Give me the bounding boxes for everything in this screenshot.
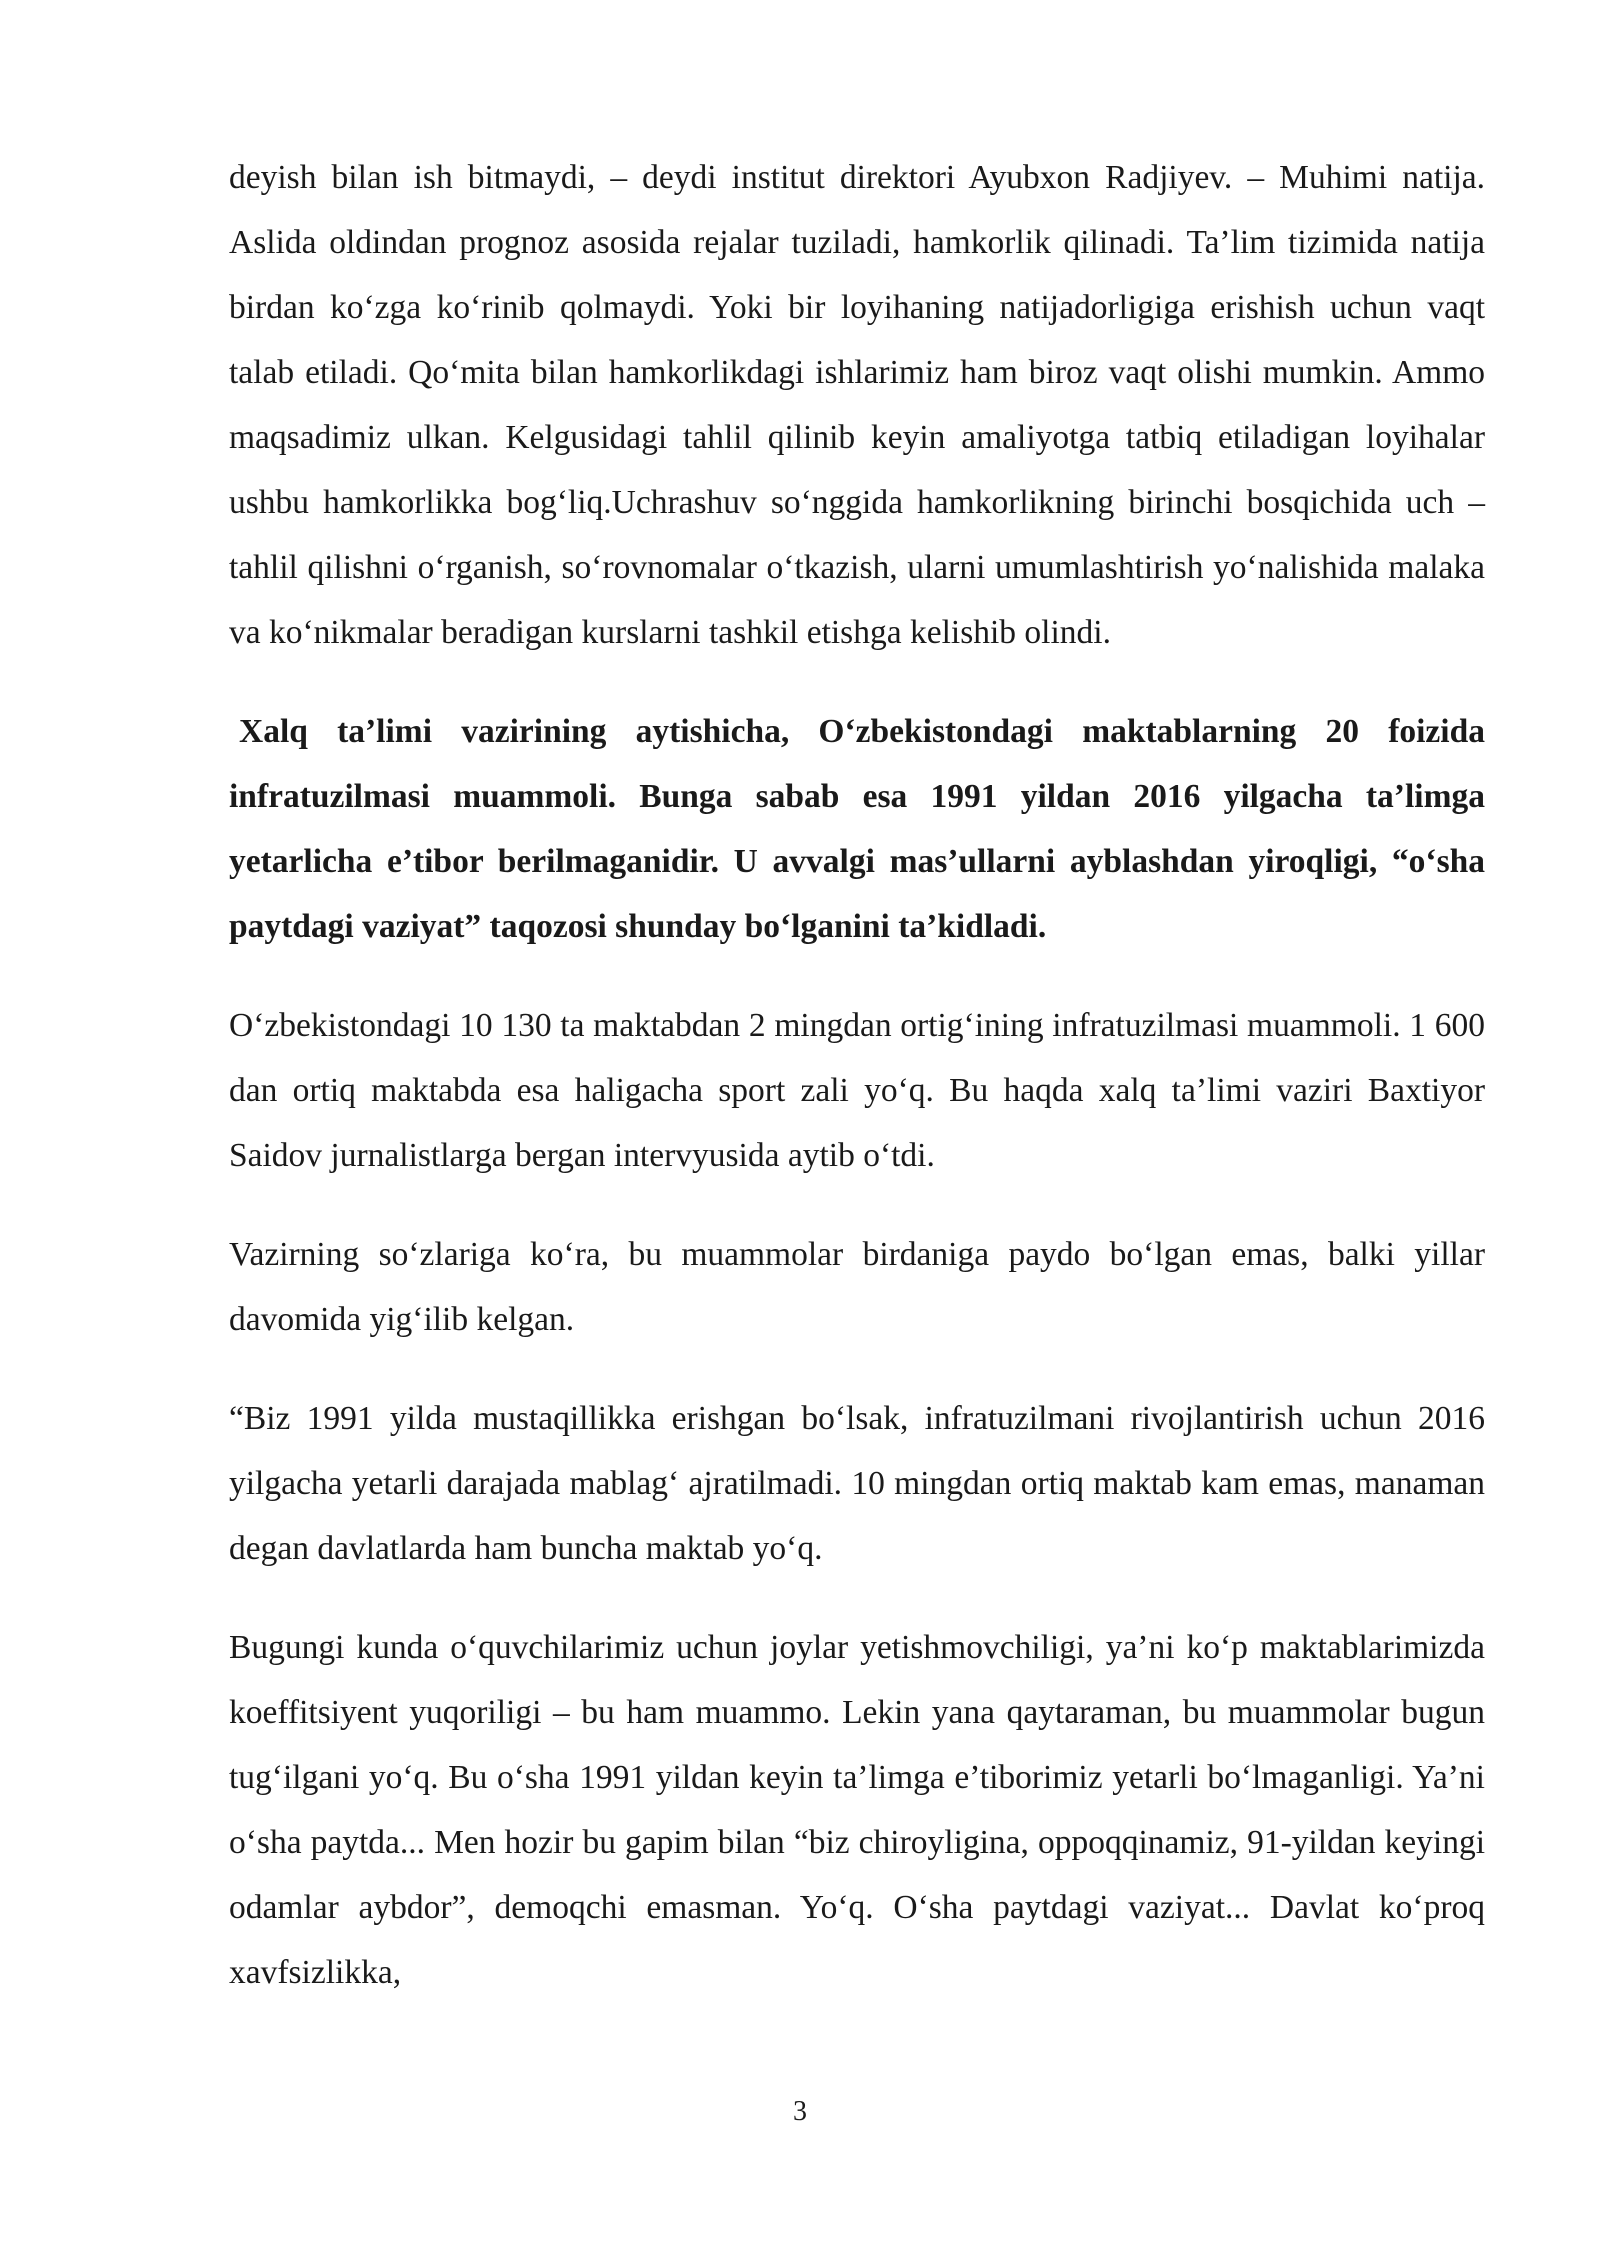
paragraph-3: O‘zbekistondagi 10 130 ta maktabdan 2 mingdan ortig‘ining infratuzilmasi muammoli. 1 600 dan ortiq maktabda esa haligacha sport zali yo‘q. Bu haqda xalq ta’limi vaziri Baxtiyor Saidov jurnalistlarga bergan intervyusida aytib o‘tdi. bbox=[229, 1007, 1485, 1174]
paragraph-2-bold: Xalq ta’limi vazirining aytishicha, O‘zbekistondagi maktablarning 20 foizida infratuzilmasi muammoli. Bunga sabab esa 1991 yildan 2016 yilgacha ta’limga yetarlicha e’tibor berilmaganidir. U avvalgi mas’ullarni ayblashdan yiroqligi, “o‘sha paytdagi vaziyat” taqozosi shunday bo‘lganini ta’kidladi. bbox=[229, 713, 1485, 945]
paragraph-6: Bugungi kunda o‘quvchilarimiz uchun joylar yetishmovchiligi, ya’ni ko‘p maktablarimizda koeffitsiyent yuqoriligi – bu ham muammo. Lekin yana qaytaraman, bu muammolar bugun tug‘ilgani yo‘q. Bu o‘sha 1991 yildan keyin ta’limga e’tiborimiz yetarli bo‘lmaganligi. Ya’ni o‘sha paytda... Men hozir bu gapim bilan “biz chiroyligina, oppoqqinamiz, 91-yildan keyingi odamlar aybdor”, demoqchi emasman. Yo‘q. O‘sha paytdagi vaziyat... Davlat ko‘proq xavfsizlikka, bbox=[229, 1629, 1485, 1991]
text-body bbox=[229, 145, 1485, 2039]
paragraph-5: “Biz 1991 yilda mustaqillikka erishgan bo‘lsak, infratuzilmani rivojlantirish uchun 2016 yilgacha yetarli darajada mablag‘ ajratilmadi. 10 mingdan ortiq maktab kam emas, manaman degan davlatlarda ham buncha maktab yo‘q. bbox=[229, 1400, 1485, 1567]
paragraph-4: Vazirning so‘zlariga ko‘ra, bu muammolar birdaniga paydo bo‘lgan emas, balki yillar davomida yig‘ilib kelgan. bbox=[229, 1236, 1485, 1338]
paragraph-1: deyish bilan ish bitmaydi, – deydi institut direktori Ayubxon Radjiyev. – Muhimi natija. Aslida oldindan prognoz asosida rejalar tuziladi, hamkorlik qilinadi. Ta’lim tizimida natija birdan ko‘zga ko‘rinib qolmaydi. Yoki bir loyihaning natijadorligiga erishish uchun vaqt talab etiladi. Qo‘mita bilan hamkorlikdagi ishlarimiz ham biroz vaqt olishi mumkin. Ammo maqsadimiz ulkan. Kelgusidagi tahlil qilinib keyin amaliyotga tatbiq etiladigan loyihalar ushbu hamkorlikka bog‘liq.Uchrashuv so‘nggida hamkorlikning birinchi bosqichida uch – tahlil qilishni o‘rganish, so‘rovnomalar o‘tkazish, ularni umumlashtirish yo‘nalishida malaka va ko‘nikmalar beradigan kurslarni tashkil etishga kelishib olindi. bbox=[229, 159, 1485, 651]
page-number: 3 bbox=[793, 2096, 807, 2127]
